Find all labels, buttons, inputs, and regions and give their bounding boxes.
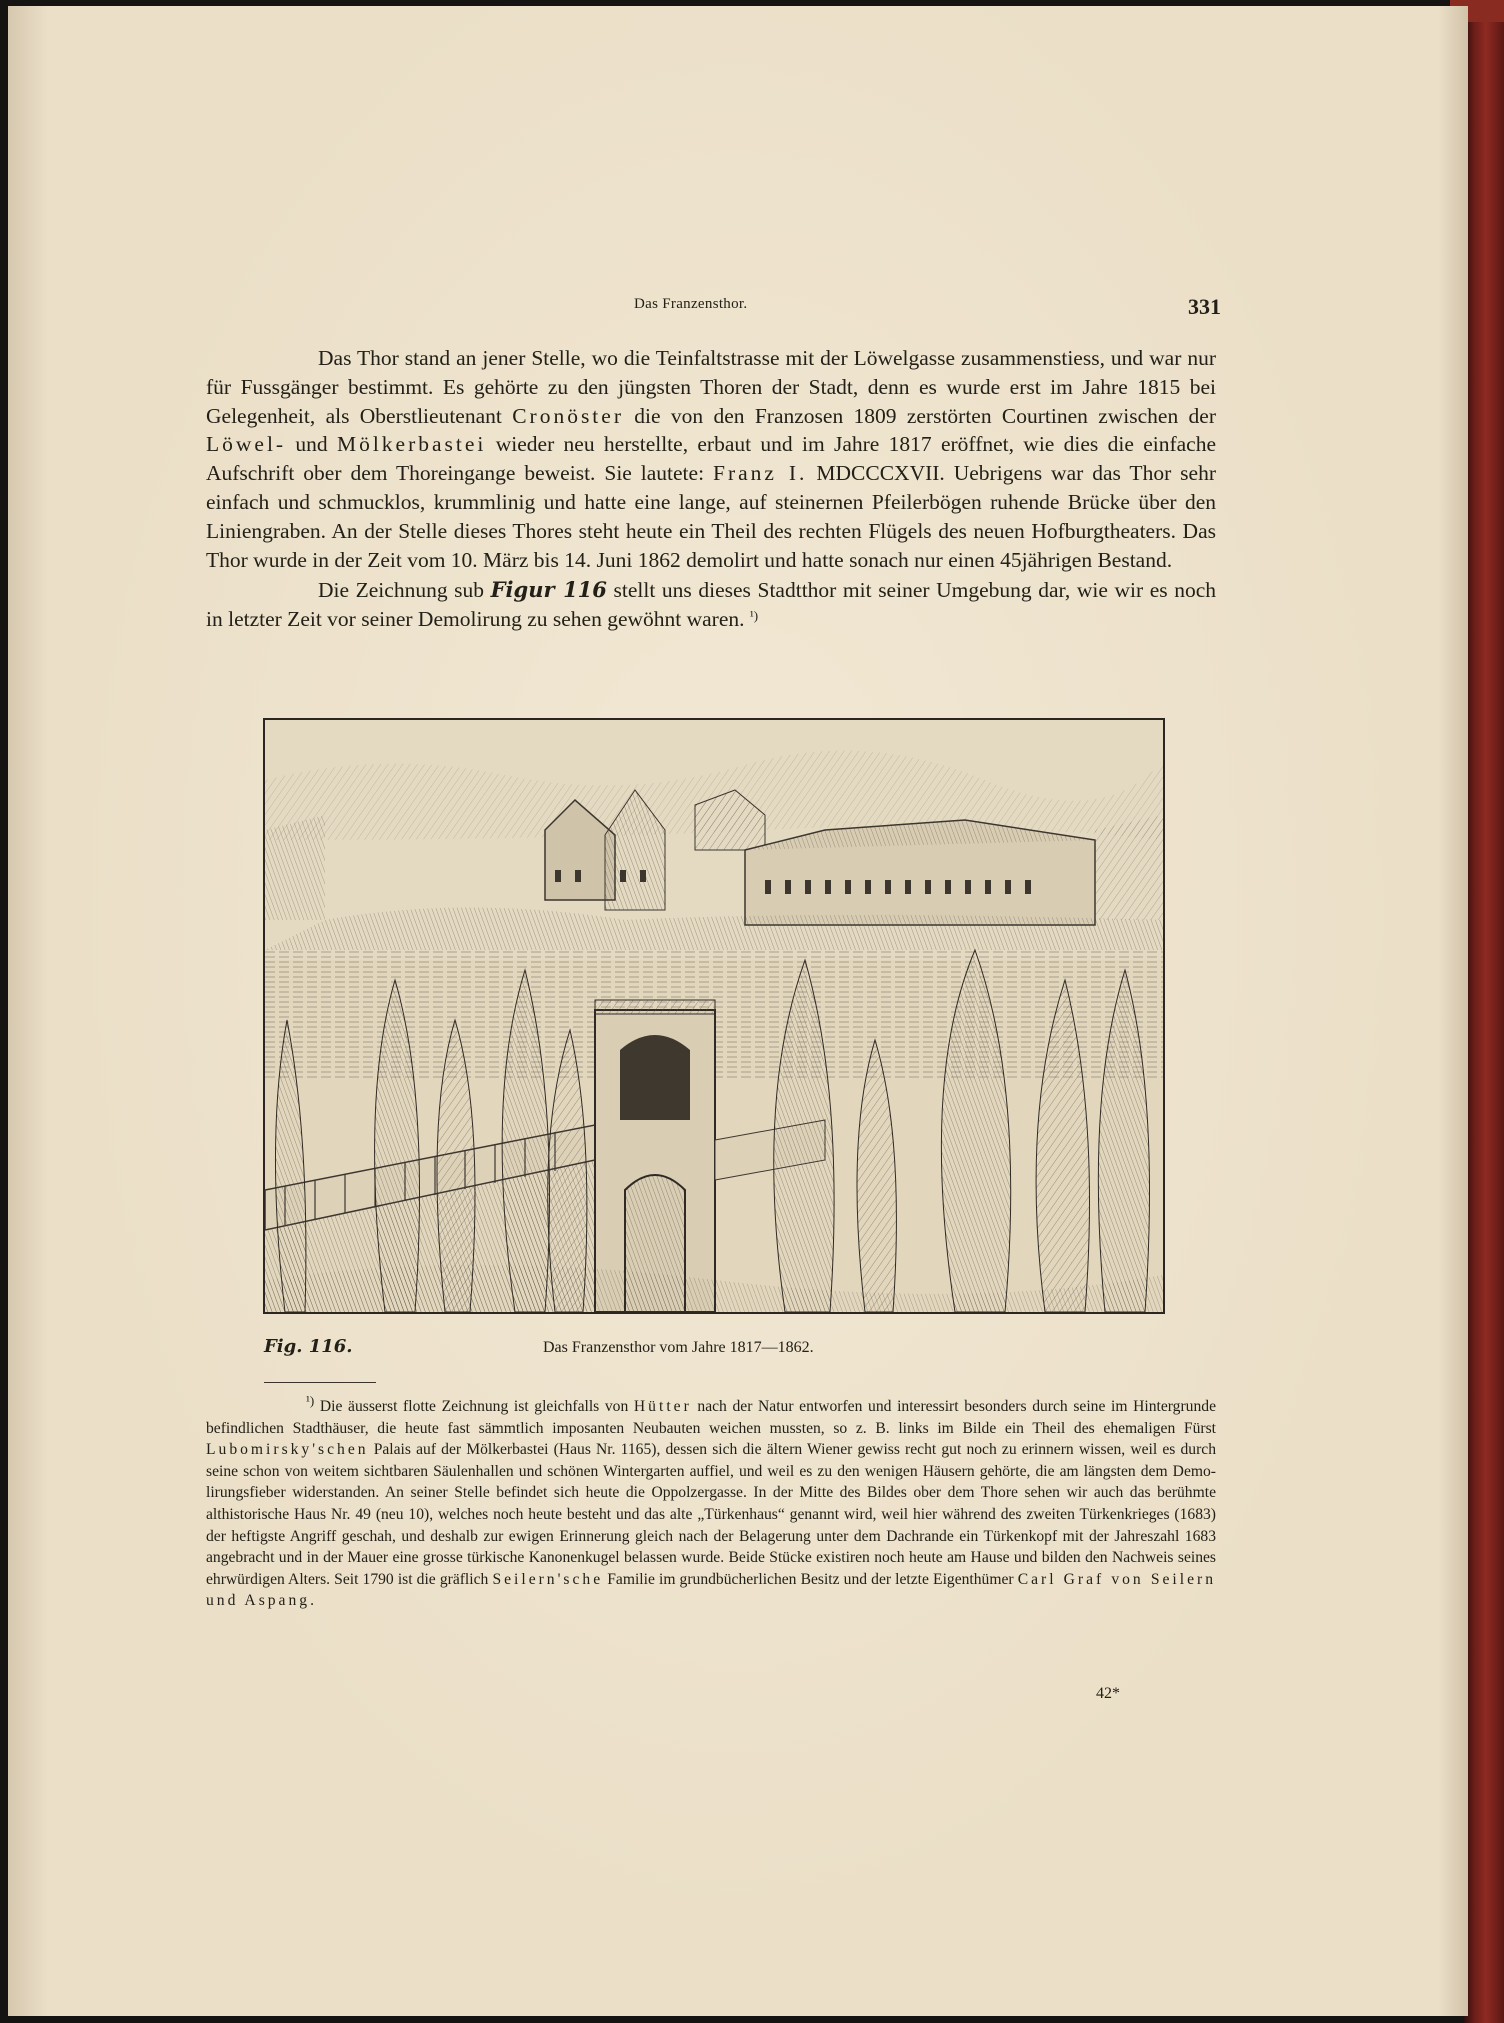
running-title: Das Franzensthor. <box>634 296 748 312</box>
person-name: Seilern'sche <box>492 1570 604 1588</box>
person-name: Carl Graf von Seilern und Aspang <box>206 1570 1217 1610</box>
footnote-mark: ¹) <box>749 608 759 624</box>
person-name: Cronöster <box>512 403 624 428</box>
pencil-drawing <box>265 720 1163 1312</box>
paragraph-1: Das Thor stand an jener Stelle, wo die Teinfaltstrasse mit der Löwelgasse zusammenstiess, und war nur für Fussgänger bestimmt. Es gehörte zu den jüngsten Thoren der Stadt, denn es wurde erst im Jahre 1815 bei Gelegenheit, als Oberstlieutenant Cronöster die von den Franzosen 1809 zerstörten Courtinen zwischen der Löwel- und Mölkerbastei wieder neu herstellte, erbaut und im Jahre 1817 eröffnet, wie dies die einfache Aufschrift ober dem Thoreingange beweist. Sie lautete: Franz I. MDCCCXVII. Uebrigens war das Thor sehr einfach und schmucklos, krummlinig und hatte eine lange, auf steinernen Pfeilerbögen ruhende Brücke über den Liniengraben. An der Stelle dieses Thores steht heute ein Theil des rechten Flügels des neuen Hofburgtheaters. Das Thor wurde in der Zeit vom 10. März bis 14. Juni 1862 demolirt und hatte sonach nur einen 45jährigen Bestand. <box>206 346 1216 572</box>
figure-caption: Das Franzensthor vom Jahre 1817—1862. <box>543 1339 814 1356</box>
place-name: Mölkerbastei <box>336 432 487 457</box>
book-edge <box>1464 0 1504 2023</box>
person-name: Lubomirsky'schen <box>206 1441 369 1459</box>
figure-illustration <box>263 718 1165 1314</box>
page-number: 331 <box>1188 294 1221 319</box>
figure-reference: Figur 116 <box>490 577 607 603</box>
footnote-mark: ¹) <box>306 1393 315 1408</box>
footnote-divider <box>264 1382 376 1383</box>
paragraph-2: Die Zeichnung sub Figur 116 stellt uns dieses Stadtthor mit seiner Umgebung dar, wie wir es noch in letzter Zeit vor seiner Demolirung zu sehen gewöhnt waren. $^{^1)}$ <box>206 577 1216 632</box>
printer-signature: 42* <box>1096 1685 1120 1702</box>
person-name: Hütter <box>633 1398 692 1415</box>
figure-label: Fig. 116. <box>264 1336 353 1357</box>
footnote-paragraph: $^{^1)}$ Die äusserst flotte Zeichnung ist gleichfalls von Hütter nach der Natur entworfen und interessirt besonders durch seine im Hintergrunde befindlichen Stadthäuser, die heute fast sämmtlich imposanten Neubauten weichen mussten, so z. B. links im Bilde ein Theil des ehemaligen Fürst Lubomirsky'schen Palais auf der Mölkerbastei (Haus Nr. 1165), dessen sich die ältern Wiener gewiss recht gut noch zu erinnern wissen, weil es durch seine schon von weitem sichtbaren Säulenhallen und schönen Wintergarten auffiel, und weil es zu den wenigen Häusern gehörte, die am längsten dem Demolirungsfieber widerstanden. An seiner Stelle befindet sich heute die Oppolzergasse. In der Mitte des Bildes ober dem Thore sehen wir auch das berühmte althistorische Haus Nr. 49 (neu 10), welches noch heute besteht und das alte „Türkenhaus“ genannt wird, weil hier während des zweiten Türkenkrieges (1683) der heftigste Angriff geschah, und deshalb zur ewigen Erinnerung gleich nach der Belagerung unter dem Dachrande ein Türkenkopf mit der Jahreszahl 1683 angebracht und in der Mauer eine grosse türkische Kanonenkugel belassen wurde. Beide Stücke existiren noch heute am Hause und bilden den Nachweis seines ehrwürdigen Alters. Seit 1790 ist die gräflich Seilern'sche Familie im grundbücherlichen Besitz und der letzte Eigenthümer Carl Graf von Seilern und Aspang. <box>206 1393 1217 1610</box>
inscription-text: Franz I. <box>713 461 808 486</box>
book-page <box>8 6 1468 2016</box>
body-text <box>206 344 1216 634</box>
place-name: Löwel- <box>206 432 287 457</box>
footnote <box>206 1393 1217 1612</box>
